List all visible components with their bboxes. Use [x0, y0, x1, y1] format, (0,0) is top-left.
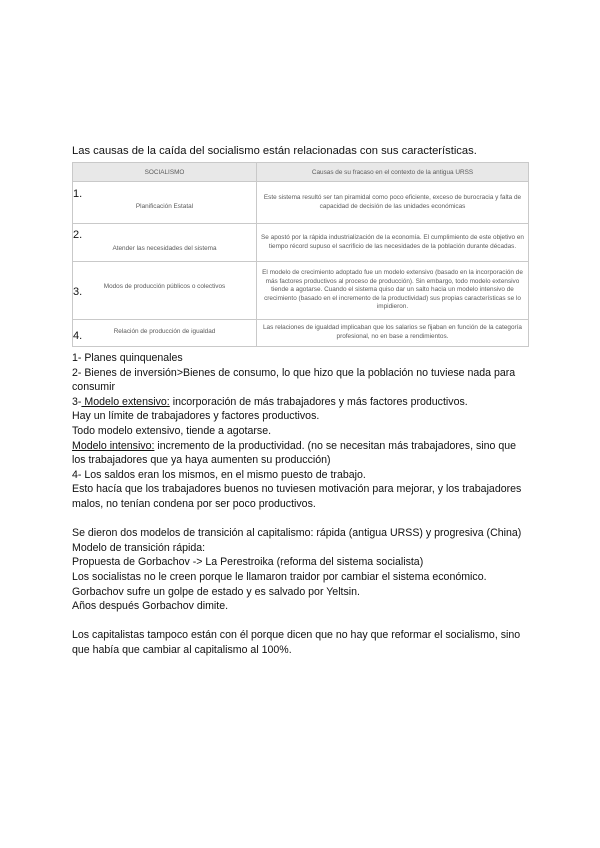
note-line: Modelo de transición rápida:: [72, 541, 206, 554]
table-row: [73, 320, 529, 347]
paragraph-gap: [72, 512, 532, 527]
row-cause: Se apostó por la rápida industrialización de la economía. El cumplimiento de este objetivo en tiempo récord supuso el sacrificio de las necesidades de la población durante décadas.: [257, 224, 529, 262]
note-line: Los capitalistas tampoco están con él porque dicen que no hay que reformar el socialismo, sino que había que cambiar al capitalismo al 100%.: [72, 629, 521, 656]
note-line: Todo modelo extensivo, tiende a agotarse.: [72, 424, 272, 437]
term-modelo-extensivo: Modelo extensivo:: [81, 395, 170, 408]
row-label: Relación de producción de igualdad: [113, 327, 216, 335]
table-row: [73, 182, 529, 224]
row-cause: Este sistema resultó ser tan piramidal como poco eficiente, exceso de burocracia y falta de capacidad de decisión de las unidades económicas: [257, 182, 529, 224]
header-socialismo: SOCIALISMO: [73, 163, 257, 182]
note-line: Gorbachov sufre un golpe de estado y es salvado por Yeltsin.: [72, 585, 360, 598]
notes-body: [72, 351, 532, 657]
row-cause: Las relaciones de igualdad implicaban que los salarios se fijaban en función de la categoría profesional, no en base a rendimientos.: [257, 320, 529, 347]
note-line: Los socialistas no le creen porque le llamaron traidor por cambiar el sistema económico.: [72, 570, 487, 583]
row-number: 3.: [73, 286, 83, 298]
table-header-row: [73, 163, 529, 182]
causes-table: [72, 162, 529, 347]
note-text: incremento de la productividad. (no se necesitan más trabajadores, sino que los trabajadores que ya haya aumenten su producción): [72, 439, 517, 467]
note-line: Propuesta de Gorbachov -> La Perestroika (reforma del sistema socialista): [72, 556, 424, 569]
header-causas: Causas de su fracaso en el contexto de la antigua URSS: [257, 163, 529, 182]
note-line: [72, 395, 532, 410]
term-modelo-intensivo: Modelo intensivo:: [72, 439, 155, 452]
paragraph-gap: [72, 614, 532, 629]
note-line: Se dieron dos modelos de transición al capitalismo: rápida (antigua URSS) y progresiva (China): [72, 527, 522, 540]
intro-text: Las causas de la caída del socialismo están relacionadas con sus características.: [72, 145, 477, 157]
note-line: Años después Gorbachov dimite.: [72, 600, 229, 613]
row-label-cell: [73, 224, 257, 262]
note-line: [72, 439, 532, 468]
row-label: Planificación Estatal: [135, 203, 194, 210]
row-label-cell: [73, 182, 257, 224]
note-line: 4- Los saldos eran los mismos, en el mismo puesto de trabajo.: [72, 468, 366, 481]
row-number: 2.: [73, 229, 83, 241]
note-line: Hay un límite de trabajadores y factores productivos.: [72, 410, 320, 423]
note-line: Esto hacía que los trabajadores buenos no tuviesen motivación para mejorar, y los trabajadores malos, no tenían condena por ser poco productivos.: [72, 483, 522, 510]
row-label-cell: [73, 262, 257, 320]
row-number: 1.: [73, 188, 83, 200]
note-text: incorporación de más trabajadores y más factores productivos.: [169, 395, 468, 408]
row-label: Atender las necesidades del sistema: [112, 245, 217, 252]
row-label: Modos de producción públicos o colectivos: [103, 283, 226, 290]
table-row: [73, 224, 529, 262]
note-line: 1- Planes quinquenales: [72, 352, 183, 364]
note-line: 2- Bienes de inversión>Bienes de consumo, lo que hizo que la población no tuviese nada para consumir: [72, 366, 516, 394]
row-cause: El modelo de crecimiento adoptado fue un modelo extensivo (basado en la incorporación de más factores productivos al proceso de producción). Sin embargo, todo modelo extensivo tiende a agotarse. Cuando el sistema quiso dar un salto hacia un modelo intensivo de crecimiento (basado en el incremento de la productividad) sus propias características se lo impidieron.: [257, 262, 529, 320]
row-number: 4.: [73, 330, 83, 342]
table-row: [73, 262, 529, 320]
row-label-cell: [73, 320, 257, 347]
note-prefix: 3-: [72, 395, 82, 408]
